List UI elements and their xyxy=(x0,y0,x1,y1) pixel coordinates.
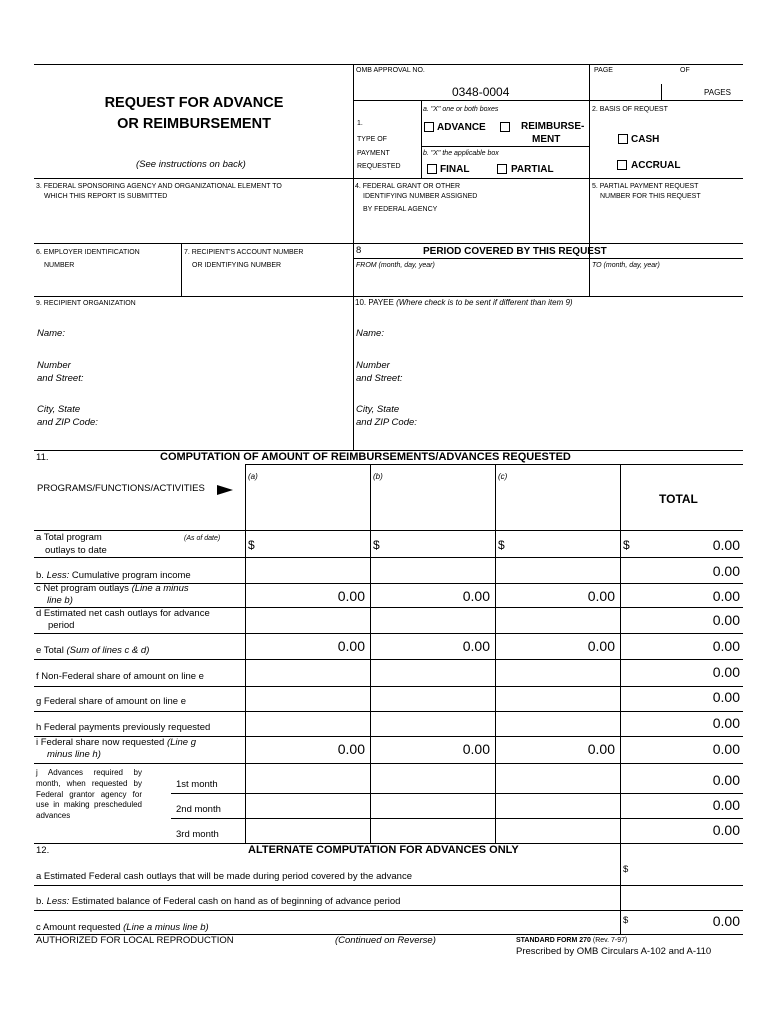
row-e-col-a[interactable]: 0.00 xyxy=(337,638,365,654)
rule-12a xyxy=(34,885,743,886)
row-c-label-1 xyxy=(36,584,189,594)
row-j3-total[interactable]: 0.00 xyxy=(712,822,740,838)
row-c-total[interactable]: 0.00 xyxy=(712,588,740,604)
item6-label-2: NUMBER xyxy=(44,262,75,269)
item2-label: 2. BASIS OF REQUEST xyxy=(592,106,668,113)
row-e-total[interactable]: 0.00 xyxy=(712,638,740,654)
item12-row-b-less: Less: xyxy=(46,896,70,907)
row-c-col-c[interactable]: 0.00 xyxy=(587,588,615,604)
dollar-sign: $ xyxy=(623,864,629,875)
instructions-note: (See instructions on back) xyxy=(136,159,246,170)
row-b-text: Cumulative program income xyxy=(69,570,191,581)
payee-zip-label: and ZIP Code: xyxy=(356,417,417,428)
row-h-label: h Federal payments previously requested xyxy=(36,722,211,733)
rule-month2 xyxy=(171,818,743,819)
row-c-hint: (Line a minus xyxy=(131,583,189,594)
standard-form-number: STANDARD FORM 270 xyxy=(516,937,591,944)
cash-checkbox[interactable] xyxy=(618,134,628,144)
item4-label-2: IDENTIFYING NUMBER ASSIGNED xyxy=(363,193,478,200)
row-f-label: f Non-Federal share of amount on line e xyxy=(36,671,204,682)
to-date-field[interactable] xyxy=(592,273,740,294)
row-g-label: g Federal share of amount on line e xyxy=(36,696,186,707)
item5-field[interactable] xyxy=(592,205,740,239)
row-a-label-1: a Total program xyxy=(36,532,102,543)
row-a-total[interactable]: 0.00 xyxy=(712,537,740,553)
row-e-col-b[interactable]: 0.00 xyxy=(462,638,490,654)
from-date-label: FROM (month, day, year) xyxy=(356,262,435,269)
dollar-sign: $ xyxy=(373,538,380,552)
final-label: FINAL xyxy=(440,164,470,175)
final-checkbox[interactable] xyxy=(427,164,437,174)
row-i-hint: (Line g xyxy=(166,737,197,748)
item12-title: ALTERNATE COMPUTATION FOR ADVANCES ONLY xyxy=(248,844,519,856)
recipient-street-label: and Street: xyxy=(37,373,84,384)
item1-hint-a: a. "X" one or both boxes xyxy=(423,106,499,113)
month3-label: 3rd month xyxy=(176,829,219,840)
item12-row-a-label: a Estimated Federal cash outlays that will be made during period covered by the advance xyxy=(36,871,412,882)
item4-field[interactable] xyxy=(356,218,584,240)
item7-field[interactable] xyxy=(184,274,350,294)
item5-label-1: 5. PARTIAL PAYMENT REQUEST xyxy=(592,183,699,190)
item5-label-2: NUMBER FOR THIS REQUEST xyxy=(600,193,701,200)
item12-row-b-text: Estimated balance of Federal cash on hand as of beginning of advance period xyxy=(69,896,401,907)
form-title-line2: OR REIMBURSEMENT xyxy=(117,116,271,132)
row-i-label-1 xyxy=(36,738,196,748)
payee-city-label: City, State xyxy=(356,404,400,415)
row-d-label-1: d Estimated net cash outlays for advance xyxy=(36,608,210,619)
item12-row-b-prefix: b. xyxy=(36,896,47,907)
as-of-date-label: (As of date) xyxy=(184,535,221,542)
rule-row-f xyxy=(34,686,743,687)
item10-label xyxy=(355,299,573,308)
rule-cols-top xyxy=(245,464,743,465)
pages-label: PAGES xyxy=(704,88,731,97)
rule-12b xyxy=(34,910,743,911)
rule-month1 xyxy=(171,793,743,794)
programs-label: PROGRAMS/FUNCTIONS/ACTIVITIES xyxy=(37,483,205,494)
row-d-total[interactable]: 0.00 xyxy=(712,612,740,628)
row-c-col-a[interactable]: 0.00 xyxy=(337,588,365,604)
payee-street-label: and Street: xyxy=(356,373,403,384)
reimbursement-label-2: MENT xyxy=(532,134,561,145)
vrule-col-total xyxy=(620,464,621,934)
payee-name-label: Name: xyxy=(356,328,384,339)
rule-row-d xyxy=(34,633,743,634)
vrule-page xyxy=(661,84,662,100)
accrual-label: ACCRUAL xyxy=(631,160,681,171)
reimbursement-checkbox[interactable] xyxy=(500,122,510,132)
item8-number: 8 xyxy=(356,245,362,256)
item1-label-3: REQUESTED xyxy=(357,163,401,170)
row-j1-total[interactable]: 0.00 xyxy=(712,772,740,788)
recipient-name-label: Name: xyxy=(37,328,65,339)
row-b-label xyxy=(36,571,191,581)
month1-label: 1st month xyxy=(176,779,218,790)
item6-field[interactable] xyxy=(36,274,178,294)
row-b-less: Less: xyxy=(46,570,70,581)
rule-period-title xyxy=(353,258,743,259)
cash-label: CASH xyxy=(631,134,660,145)
item11-title: COMPUTATION OF AMOUNT OF REIMBURSEMENTS/ADVANCES REQUESTED xyxy=(160,451,571,463)
vrule-type xyxy=(421,100,422,178)
row-i-col-a[interactable]: 0.00 xyxy=(337,741,365,757)
continued-note: (Continued on Reverse) xyxy=(335,935,436,946)
accrual-checkbox[interactable] xyxy=(617,160,627,170)
rule-type-split xyxy=(421,146,589,147)
omb-number: 0348-0004 xyxy=(452,85,510,99)
prescribed-note: Prescribed by OMB Circulars A-102 and A-110 xyxy=(516,946,712,957)
col-a-header: (a) xyxy=(248,472,258,481)
rule-row6-bottom xyxy=(34,296,743,297)
row-i-total[interactable]: 0.00 xyxy=(712,741,740,757)
month2-label: 2nd month xyxy=(176,804,221,815)
row-f-total[interactable]: 0.00 xyxy=(712,664,740,680)
row-i-label-2: minus line h) xyxy=(47,749,101,760)
recipient-number-label: Number xyxy=(37,360,71,371)
partial-label: PARTIAL xyxy=(511,164,554,175)
standard-form-label xyxy=(516,937,627,945)
payee-number-label: Number xyxy=(356,360,390,371)
item4-label-1: 4. FEDERAL GRANT OR OTHER xyxy=(355,183,461,190)
row-h-total[interactable]: 0.00 xyxy=(712,715,740,731)
item9-label: 9. RECIPIENT ORGANIZATION xyxy=(36,300,136,307)
item8-title: PERIOD COVERED BY THIS REQUEST xyxy=(423,246,607,257)
dollar-sign: $ xyxy=(498,538,505,552)
rule-cols-bottom xyxy=(34,530,743,531)
row-d-label-2: period xyxy=(48,620,75,631)
form-title-line1: REQUEST FOR ADVANCE xyxy=(104,95,284,111)
row-e-label xyxy=(36,646,149,656)
col-b-header: (b) xyxy=(373,472,383,481)
rule-row-g xyxy=(34,711,743,712)
dollar-sign: $ xyxy=(248,538,255,552)
item7-label-1: 7. RECIPIENT'S ACCOUNT NUMBER xyxy=(184,249,304,256)
vrule-col-a xyxy=(245,464,246,843)
recipient-city-label: City, State xyxy=(37,404,81,415)
of-label: OF xyxy=(680,67,690,74)
omb-approval-label: OMB APPROVAL NO. xyxy=(356,67,425,74)
authorized-note: AUTHORIZED FOR LOCAL REPRODUCTION xyxy=(36,935,234,946)
item12-row-c-hint: (Line a minus line b) xyxy=(123,922,209,933)
item12-row-c-text: c Amount requested xyxy=(36,922,124,933)
row-j-label: j Advances required by month, when requested by Federal grantor agency for use in making prescheduled advances xyxy=(36,768,142,821)
item4-label-3: BY FEDERAL AGENCY xyxy=(363,206,438,213)
row-j2-total[interactable]: 0.00 xyxy=(712,797,740,813)
row-e-text: e Total xyxy=(36,645,67,656)
recipient-zip-label: and ZIP Code: xyxy=(37,417,98,428)
item10-label-hint: (Where check is to be sent if different than item 9) xyxy=(396,298,573,307)
item12-row-b-label xyxy=(36,897,400,907)
rule-row-a xyxy=(34,557,743,558)
dollar-sign: $ xyxy=(623,538,630,552)
standard-form-rev: (Rev. 7-97) xyxy=(590,937,628,944)
col-c-header: (c) xyxy=(498,472,508,481)
total-header: TOTAL xyxy=(659,492,698,506)
item7-label-2: OR IDENTIFYING NUMBER xyxy=(192,262,282,269)
item12-number: 12. xyxy=(36,845,50,856)
row-b-total[interactable]: 0.00 xyxy=(712,563,740,579)
page-label: PAGE xyxy=(594,67,613,74)
item3-field[interactable] xyxy=(36,205,348,239)
item6-label-1: 6. EMPLOYER IDENTIFICATION xyxy=(36,249,140,256)
item1-label-2: PAYMENT xyxy=(357,150,390,157)
vrule-right xyxy=(589,64,590,296)
item10-label-prefix: 10. PAYEE xyxy=(355,298,397,307)
from-date-field[interactable] xyxy=(356,273,586,294)
item12-row-c-value[interactable]: 0.00 xyxy=(712,913,740,929)
vrule-col-c xyxy=(495,464,496,843)
reimbursement-label-1: REIMBURSE- xyxy=(521,121,585,132)
rule-row-i xyxy=(34,763,743,764)
rule-omb-bottom xyxy=(353,100,743,101)
rule-row3-bottom xyxy=(34,243,743,244)
advance-checkbox[interactable] xyxy=(424,122,434,132)
row-i-text: i Federal share now requested xyxy=(36,737,167,748)
rule-row-e xyxy=(34,659,743,660)
to-date-label: TO (month, day, year) xyxy=(592,262,660,269)
row-e-hint: (Sum of lines c & d) xyxy=(66,645,150,656)
advance-label: ADVANCE xyxy=(437,122,486,133)
item3-label-1: 3. FEDERAL SPONSORING AGENCY AND ORGANIZATIONAL ELEMENT TO xyxy=(36,183,282,190)
row-i-col-b[interactable]: 0.00 xyxy=(462,741,490,757)
vrule-col-b xyxy=(370,464,371,843)
row-c-label-2: line b) xyxy=(47,595,73,606)
row-i-col-c[interactable]: 0.00 xyxy=(587,741,615,757)
item3-label-2: WHICH THIS REPORT IS SUBMITTED xyxy=(44,193,168,200)
partial-checkbox[interactable] xyxy=(497,164,507,174)
arrow-right-icon xyxy=(217,485,233,495)
dollar-sign: $ xyxy=(623,915,629,926)
item1-number: 1. xyxy=(357,120,363,127)
vrule-emp xyxy=(181,243,182,296)
rule-top xyxy=(34,64,743,65)
item1-hint-b: b. "X" the applicable box xyxy=(423,150,499,157)
item12-row-c-label xyxy=(36,923,209,933)
row-g-total[interactable]: 0.00 xyxy=(712,689,740,705)
rule-header-bottom xyxy=(34,178,743,179)
item11-number: 11. xyxy=(36,452,49,463)
row-e-col-c[interactable]: 0.00 xyxy=(587,638,615,654)
row-c-col-b[interactable]: 0.00 xyxy=(462,588,490,604)
row-a-label-2: outlays to date xyxy=(45,545,107,556)
item1-label-1: TYPE OF xyxy=(357,136,387,143)
row-b-prefix: b. xyxy=(36,570,47,581)
row-c-text: c Net program outlays xyxy=(36,583,132,594)
